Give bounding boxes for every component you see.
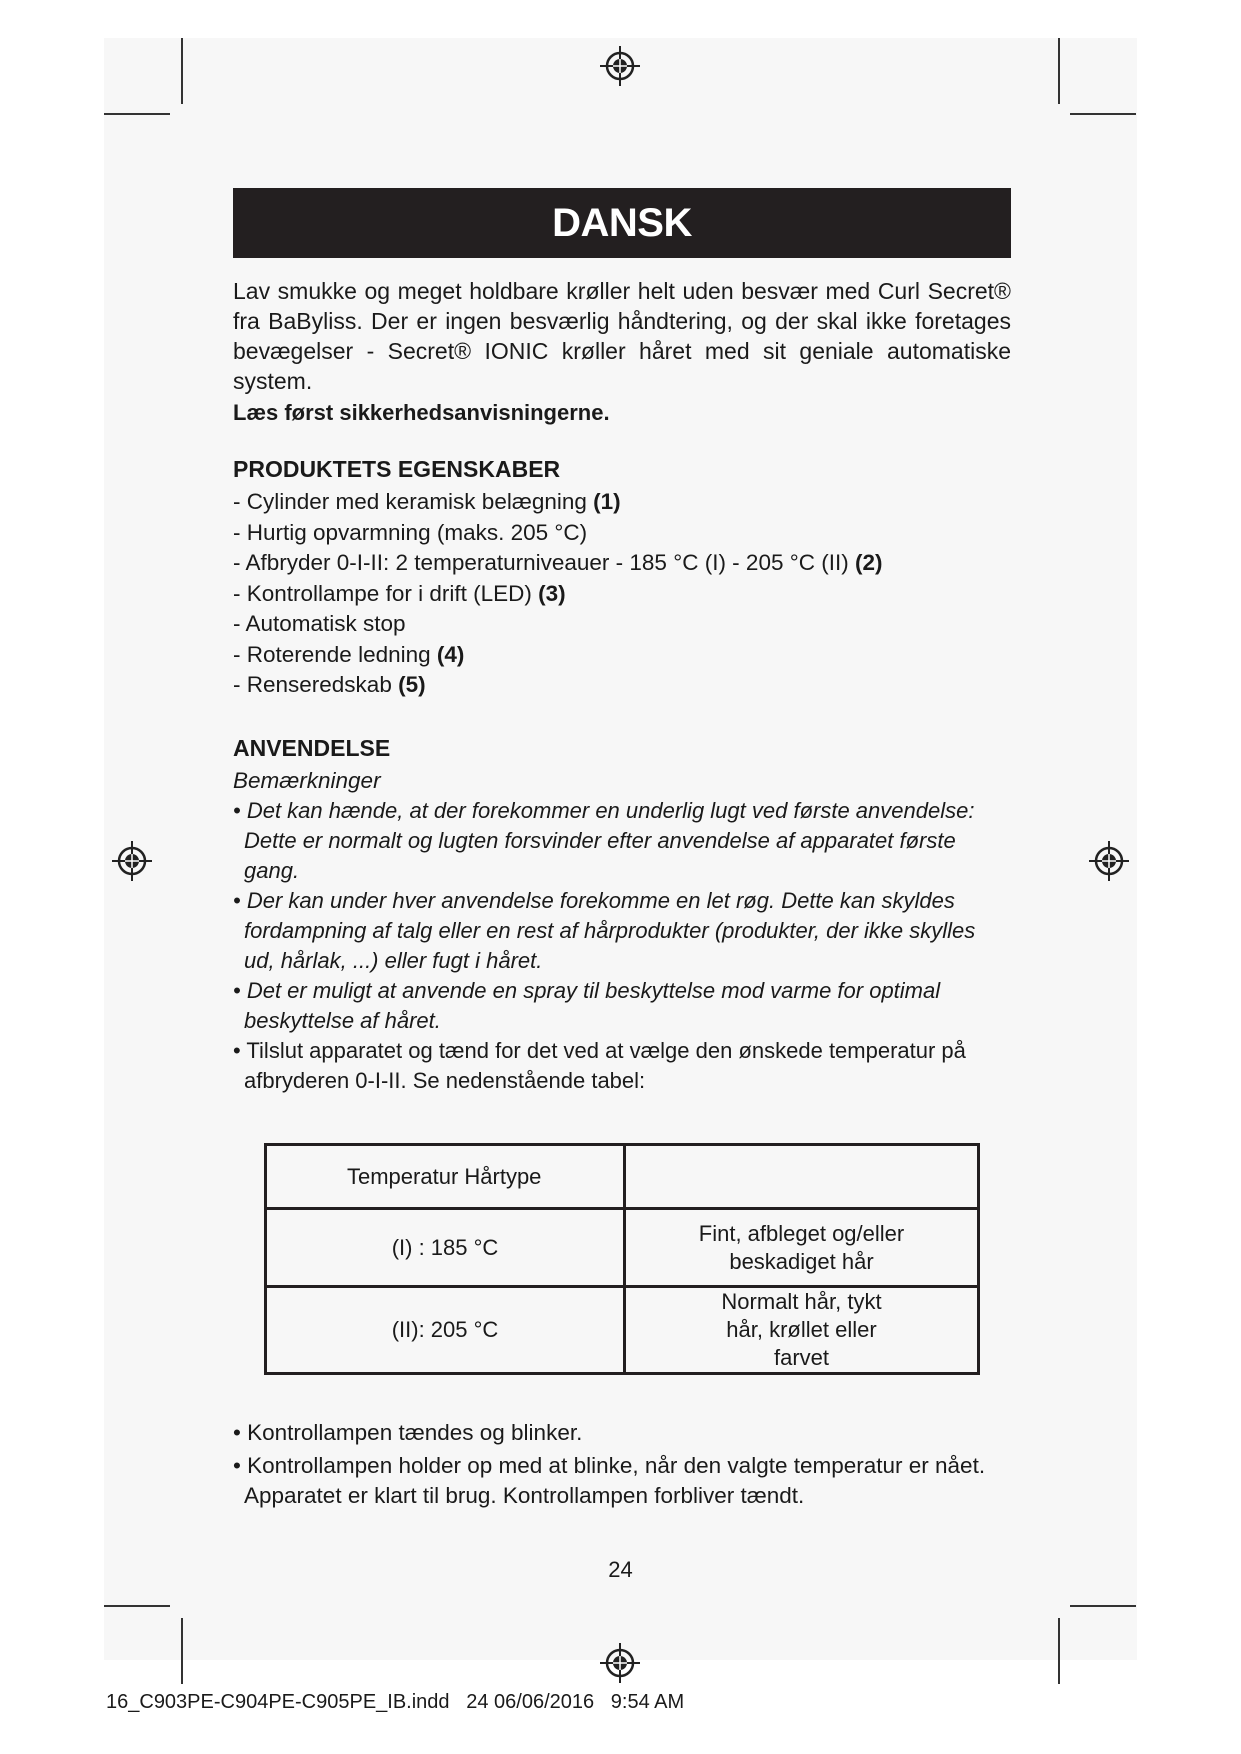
list-item: • Det er muligt at anvende en spray til beskyttelse mod varme for optimal beskyttelse af håret. [233,977,941,1033]
language-header-bar [233,188,1011,258]
crop-mark-bottom-left-vertical [181,1618,183,1684]
registration-mark-icon [598,1641,642,1685]
crop-mark-top-left-vertical [181,38,183,104]
usage-subheading: Bemærkninger [233,767,381,793]
table-header-cell-empty [625,1145,979,1209]
crop-mark-top-right-vertical [1058,38,1060,104]
temperature-cell: (I) : 185 °C [266,1209,625,1287]
print-slug: 16_C903PE-C904PE-C905PE_IB.indd 24 06/06/2016 9:54 AM [106,1691,685,1713]
usage-notes-list [233,796,1011,1096]
crop-mark-bottom-right-horizontal [1070,1605,1136,1607]
safety-note: Læs først sikkerhedsanvisningerne. [233,400,610,425]
list-item: - Afbryder 0-I-II: 2 temperaturniveauer - 185 °C (I) - 205 °C (II) (2) [233,550,883,575]
page-title: DANSK [552,200,692,245]
features-list [233,487,1011,701]
list-item: - Hurtig opvarmning (maks. 205 °C) [233,519,588,545]
bottom-notes [233,1418,1011,1514]
crop-mark-top-left-horizontal [104,113,170,115]
table-row [266,1145,979,1209]
temperature-table-wrapper [264,1143,980,1375]
registration-mark-icon [110,839,154,883]
list-item: - Cylinder med keramisk belægning (1) [233,489,621,514]
list-item: • Der kan under hver anvendelse forekomme en let røg. Dette kan skyldes fordampning af talg eller en rest af hårprodukter (produkter, der ikke skylles ud, hårlak, ...) eller fugt i håret. [233,887,976,973]
main-content [233,188,1011,1096]
page-number: 24 [608,1557,633,1582]
list-item: - Roterende ledning (4) [233,641,465,667]
crop-mark-bottom-left-horizontal [104,1605,170,1607]
list-item: - Kontrollampe for i drift (LED) (3) [233,580,566,606]
crop-mark-bottom-right-vertical [1058,1618,1060,1684]
temperature-cell: (II): 205 °C [266,1287,625,1374]
table-row [266,1209,979,1287]
list-item: • Det kan hænde, at der forekommer en underlig lugt ved første anvendelse: Dette er normalt og lugten forsvinder efter anvendelse af apparatet første gang. [233,797,975,883]
hair-type-cell: Fint, afbleget og/eller beskadiget hår [625,1209,979,1287]
hair-type-cell: Normalt hår, tykt hår, krøllet eller farvet [625,1287,979,1374]
list-item: • Kontrollampen holder op med at blinke, når den valgte temperatur er nået. Apparatet er klart til brug. Kontrollampen forbliver tændt. [233,1453,986,1508]
usage-heading: ANVENDELSE [233,734,391,761]
crop-mark-top-right-horizontal [1070,113,1136,115]
table-row [266,1287,979,1374]
list-item: - Renseredskab (5) [233,672,426,697]
registration-mark-icon [598,44,642,88]
list-item: - Automatisk stop [233,611,406,636]
list-item: • Kontrollampen tændes og blinker. [233,1420,583,1445]
table-header-cell: Temperatur Hårtype [266,1145,625,1209]
features-heading: PRODUKTETS EGENSKABER [233,456,561,482]
intro-paragraph: Lav smukke og meget holdbare krøller helt uden besvær med Curl Secret® fra BaByliss. Der er ingen besværlig håndtering, og der skal ikke foretages bevægelser - Secret® IONIC krøller håret med sit geniale automatiske system. [233,278,1011,394]
temperature-table [264,1143,980,1375]
registration-mark-icon [1087,839,1131,883]
list-item: • Tilslut apparatet og tænd for det ved at vælge den ønskede temperatur på afbryderen 0-I-II. Se nedenstående tabel: [233,1037,966,1093]
